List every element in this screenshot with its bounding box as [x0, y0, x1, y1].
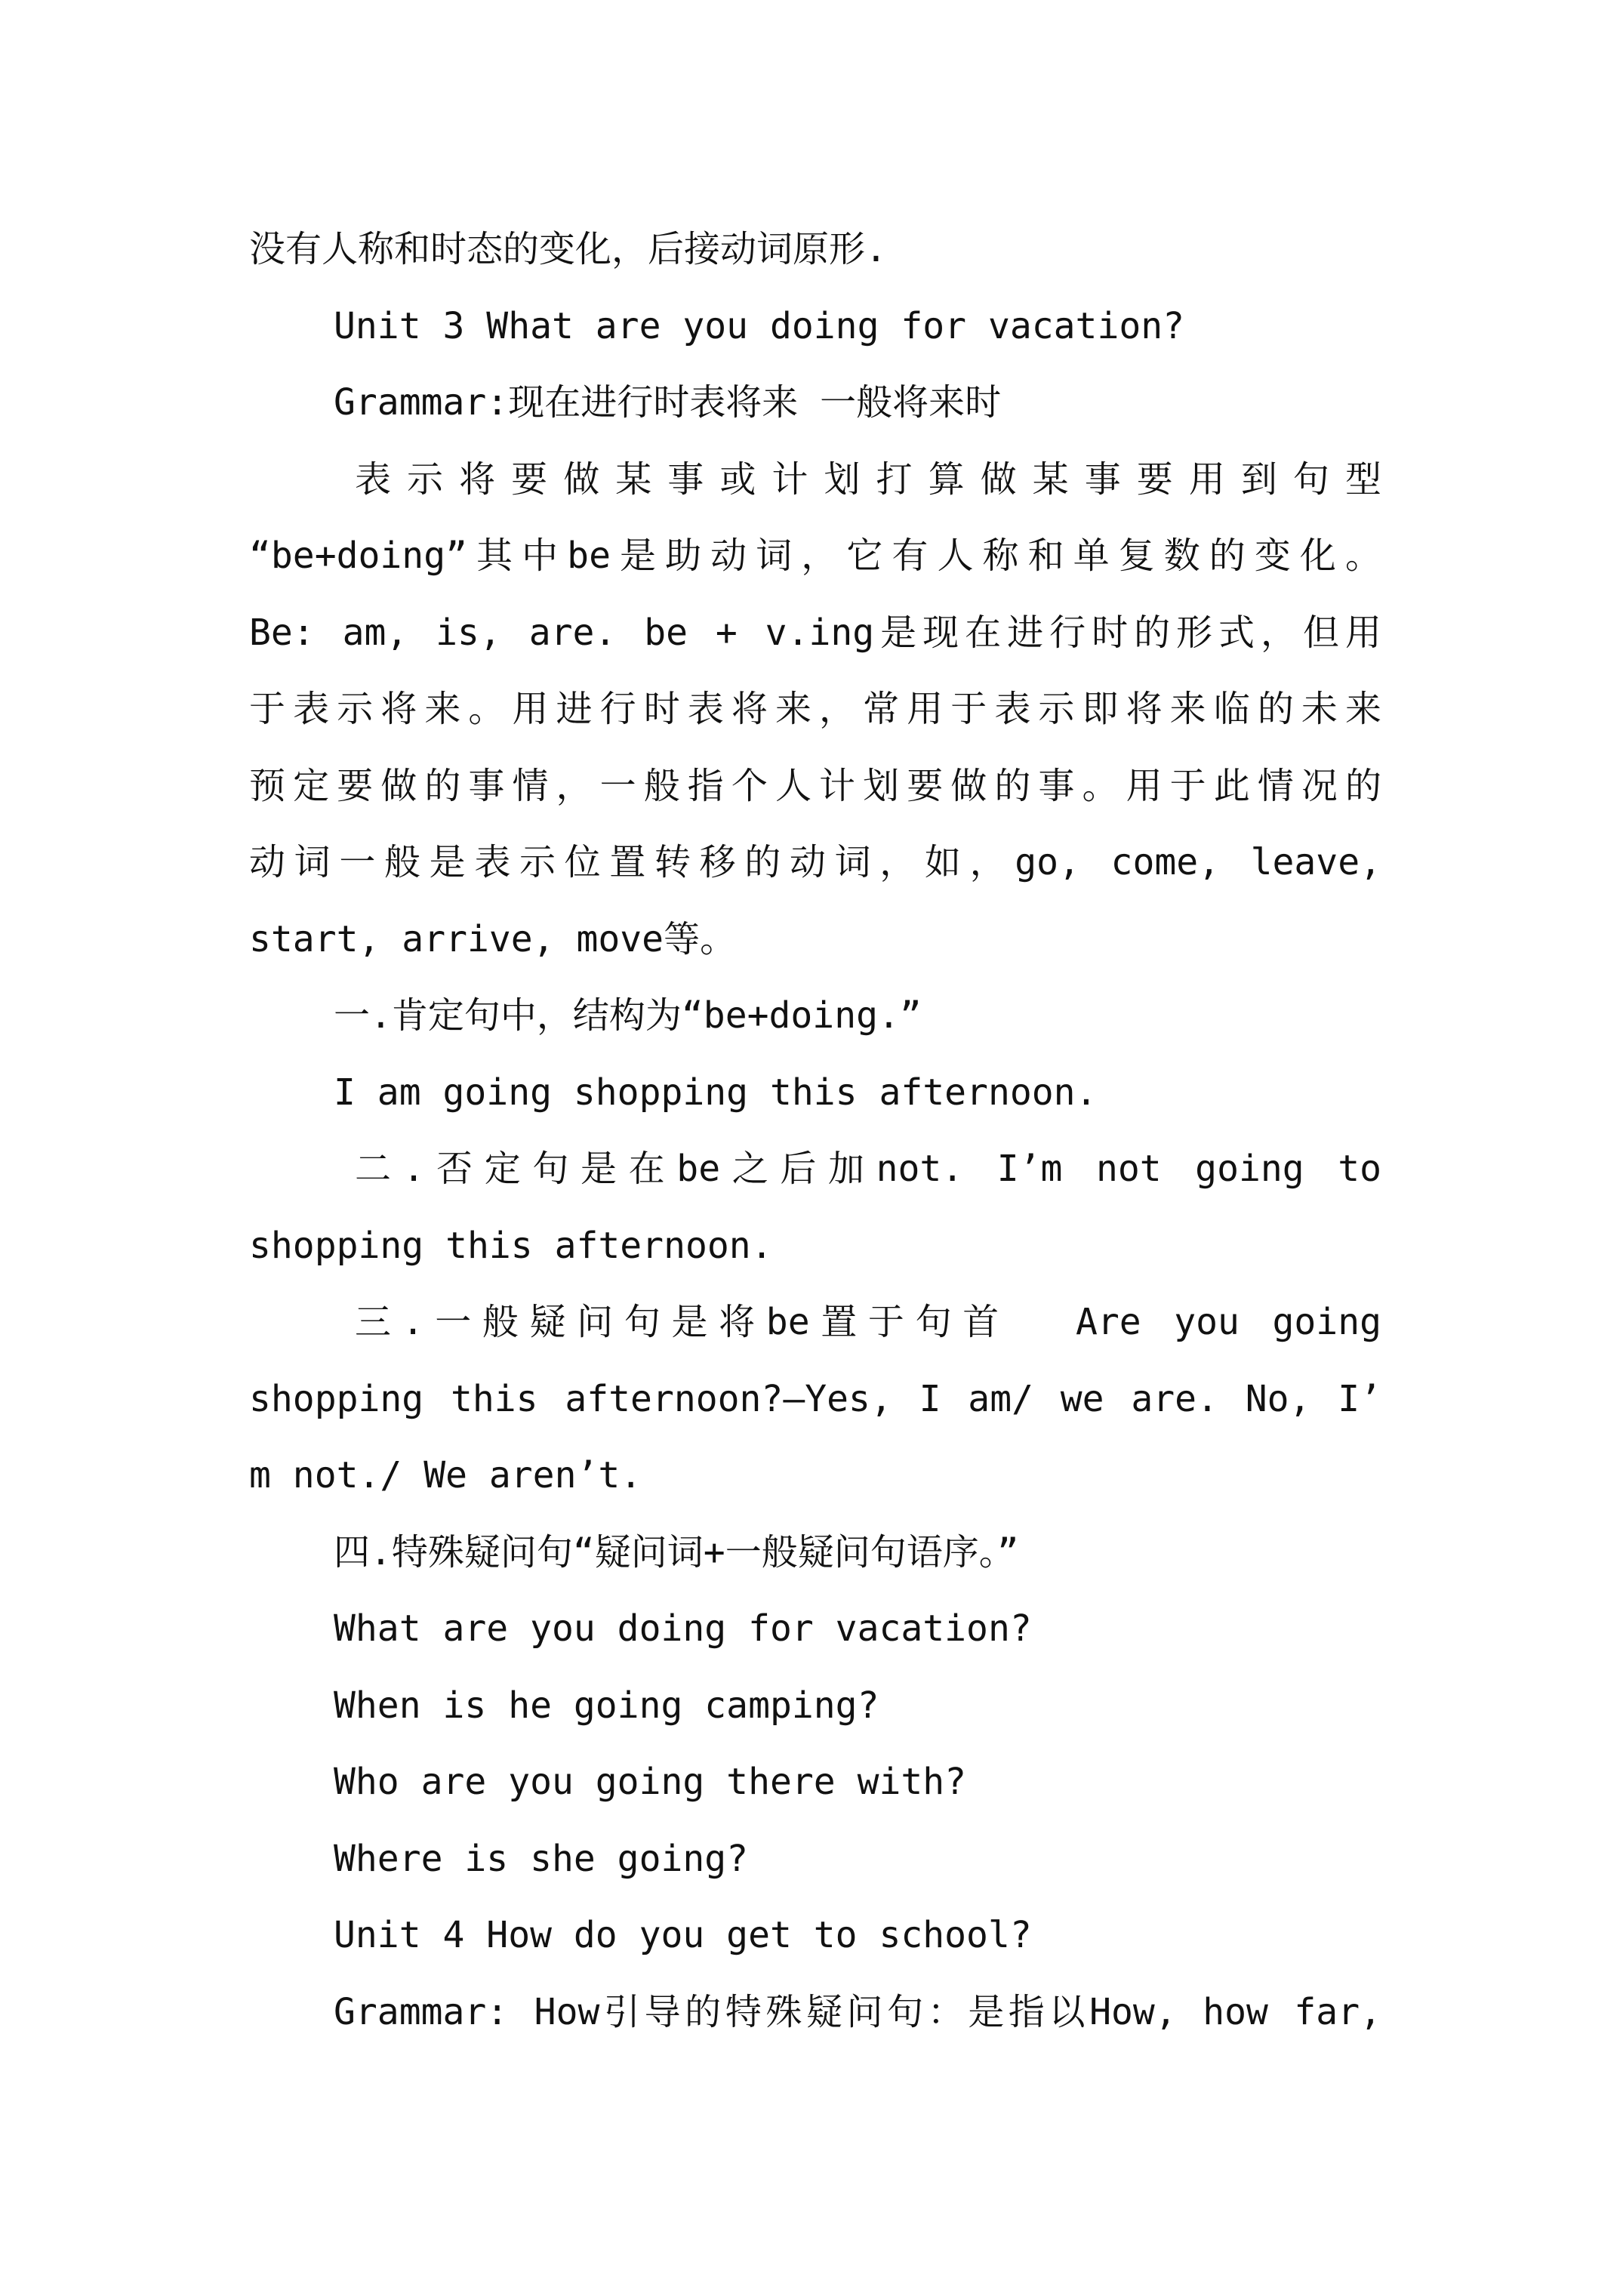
text-line: 于表示将来。用进行时表将来，常用于表示即将来临的未来 — [249, 688, 1381, 730]
example-sentence: When is he going camping? — [334, 1684, 879, 1727]
rule-general-question: 三.一般疑问句是将be置于句首 Are you going — [355, 1301, 1381, 1343]
text-line: start, arrive, move等。 — [249, 917, 737, 960]
text-line: 预定要做的事情，一般指个人计划要做的事。用于此情况的 — [249, 764, 1381, 807]
example-sentence: I am going shopping this afternoon. — [334, 1071, 1098, 1114]
unit-heading: Unit 3 What are you doing for vacation? — [334, 304, 1185, 347]
rule-special-question: 四.特殊疑问句“疑问词+一般疑问句语序。” — [334, 1530, 1019, 1573]
text-line: 表示将要做某事或计划打算做某事要用到句型 — [355, 458, 1381, 501]
grammar-heading: Grammar: How引导的特殊疑问句：是指以How, how far, — [334, 1990, 1381, 2033]
rule-affirmative: 一.肯定句中，结构为“be+doing.” — [334, 994, 922, 1037]
example-sentence: Who are you going there with? — [334, 1761, 967, 1803]
grammar-heading: Grammar:现在进行时表将来 一般将来时 — [334, 381, 1002, 424]
unit-heading: Unit 4 How do you get to school? — [334, 1914, 1032, 1956]
example-sentence: What are you doing for vacation? — [334, 1607, 1032, 1650]
text-line: shopping this afternoon?—Yes, I am/ we are. No, I’ — [249, 1377, 1381, 1420]
text-line: shopping this afternoon. — [249, 1224, 773, 1267]
text-line: Be: am, is, are. be + v.ing是现在进行时的形式，但用 — [249, 611, 1381, 654]
text-line: 没有人称和时态的变化，后接动词原形. — [249, 228, 887, 270]
document-body — [249, 211, 1381, 2051]
text-line: 动词一般是表示位置转移的动词，如，go, come, leave, — [249, 841, 1381, 883]
text-line: m not./ We aren’t. — [249, 1454, 642, 1496]
example-sentence: Where is she going? — [334, 1837, 749, 1880]
text-line: “be+doing”其中be是助动词，它有人称和单复数的变化。 — [249, 535, 1381, 577]
rule-negative: 二.否定句是在be之后加not. I’m not going to — [355, 1148, 1381, 1190]
